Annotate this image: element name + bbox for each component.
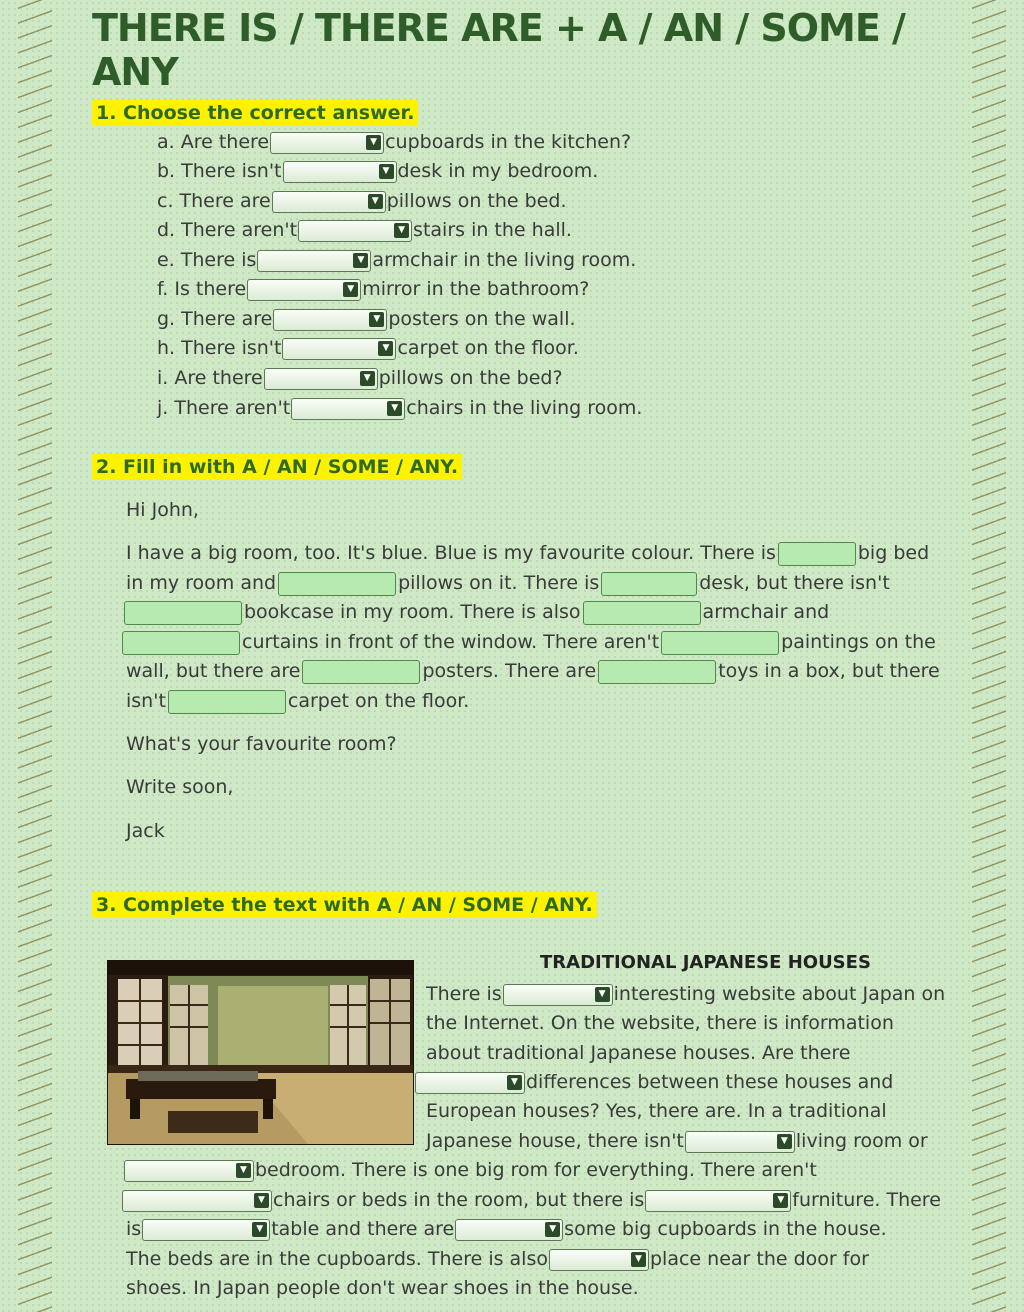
dropdown-arrow-icon: ▼ [379, 164, 394, 179]
dropdown-arrow-icon: ▼ [545, 1222, 560, 1237]
article-line-5: European houses? Yes, there are. In a traditional [426, 1100, 887, 1122]
section1-heading: 1. Choose the correct answer. [92, 100, 418, 126]
letter-line-6: isn't carpet on the floor. [126, 690, 470, 712]
answer-select-a[interactable] [270, 132, 384, 154]
decorative-border-left [18, 0, 52, 1312]
article-line-9: is ▼ table and there are ▼ some big cupboards in the house. [126, 1218, 887, 1240]
dropdown-arrow-icon: ▼ [353, 253, 368, 268]
dropdown-arrow-icon: ▼ [368, 194, 383, 209]
article-line-10: The beds are in the cupboards. There is also ▼ place near the door for [126, 1248, 869, 1270]
section3-heading: 3. Complete the text with A / AN / SOME / ANY. [92, 892, 597, 918]
letter-question: What's your favourite room? [126, 733, 397, 755]
article-select-8[interactable] [455, 1219, 563, 1241]
article-title: TRADITIONAL JAPANESE HOUSES [540, 952, 871, 973]
fill-input-10[interactable] [168, 690, 286, 714]
answer-select-d[interactable] [298, 220, 412, 242]
item-b: b. There isn't ▼ desk in my bedroom. [157, 160, 599, 182]
dropdown-arrow-icon: ▼ [236, 1163, 251, 1178]
letter-line-1: I have a big room, too. It's blue. Blue is my favourite colour. There is big bed [126, 542, 930, 564]
fill-input-2[interactable] [278, 572, 396, 596]
item-g: g. There are ▼ posters on the wall. [157, 308, 576, 330]
answer-select-e[interactable] [257, 250, 371, 272]
japanese-house-illustration [108, 961, 413, 1144]
article-select-7[interactable] [142, 1219, 270, 1241]
article-line-7: ▼ bedroom. There is one big rom for everything. There aren't [123, 1157, 817, 1183]
answer-select-c[interactable] [272, 191, 386, 213]
letter-closing: Write soon, [126, 776, 234, 798]
dropdown-arrow-icon: ▼ [777, 1134, 792, 1149]
fill-input-3[interactable] [601, 572, 697, 596]
section2-heading: 2. Fill in with A / AN / SOME / ANY. [92, 454, 462, 480]
letter-signature: Jack [126, 820, 165, 842]
article-line-1: There is ▼ interesting website about Japan on [426, 983, 946, 1005]
dropdown-arrow-icon: ▼ [773, 1193, 788, 1208]
item-j: j. There aren't ▼ chairs in the living room. [157, 397, 643, 419]
dropdown-arrow-icon: ▼ [394, 223, 409, 238]
fill-input-9[interactable] [598, 660, 716, 684]
letter-line-2: in my room and pillows on it. There is desk, but there isn't [126, 572, 890, 594]
dropdown-arrow-icon: ▼ [507, 1075, 522, 1090]
item-i: i. Are there ▼ pillows on the bed? [157, 367, 563, 389]
article-select-4[interactable] [124, 1160, 254, 1182]
japanese-house-photo [107, 960, 414, 1145]
worksheet-title: THERE IS / THERE ARE + A / AN / SOME / ANY [92, 6, 905, 94]
fill-input-7[interactable] [661, 631, 779, 655]
article-select-1[interactable] [503, 984, 613, 1006]
fill-input-5[interactable] [583, 601, 701, 625]
article-line-11: shoes. In Japan people don't wear shoes in the house. [126, 1277, 639, 1299]
fill-input-4[interactable] [124, 601, 242, 625]
answer-select-h[interactable] [282, 338, 396, 360]
article-select-5[interactable] [122, 1190, 272, 1212]
item-e: e. There is ▼ armchair in the living room. [157, 249, 637, 271]
answer-select-b[interactable] [283, 161, 397, 183]
dropdown-arrow-icon: ▼ [387, 401, 402, 416]
fill-input-1[interactable] [778, 542, 856, 566]
item-f: f. Is there ▼ mirror in the bathroom? [157, 278, 590, 300]
dropdown-arrow-icon: ▼ [343, 282, 358, 297]
letter-line-3: bookcase in my room. There is also armchair and [122, 599, 829, 625]
dropdown-arrow-icon: ▼ [360, 371, 375, 386]
dropdown-arrow-icon: ▼ [378, 341, 393, 356]
dropdown-arrow-icon: ▼ [595, 987, 610, 1002]
answer-select-j[interactable] [291, 398, 405, 420]
item-c: c. There are ▼ pillows on the bed. [157, 190, 567, 212]
article-line-4: ▼ differences between these houses and [414, 1069, 893, 1095]
letter-line-4: curtains in front of the window. There aren't paintings on the [120, 629, 936, 655]
article-select-6[interactable] [645, 1190, 791, 1212]
letter-line-5: wall, but there are posters. There are toys in a box, but there [126, 660, 940, 682]
dropdown-arrow-icon: ▼ [369, 312, 384, 327]
article-select-3[interactable] [685, 1131, 795, 1153]
answer-select-g[interactable] [273, 309, 387, 331]
decorative-border-right [972, 0, 1006, 1312]
answer-select-i[interactable] [264, 368, 378, 390]
letter-greeting: Hi John, [126, 499, 199, 521]
dropdown-arrow-icon: ▼ [631, 1252, 646, 1267]
item-h: h. There isn't ▼ carpet on the floor. [157, 337, 579, 359]
article-line-2: the Internet. On the website, there is information [426, 1012, 894, 1034]
dropdown-arrow-icon: ▼ [252, 1222, 267, 1237]
item-d: d. There aren't ▼ stairs in the hall. [157, 219, 572, 241]
article-line-6: Japanese house, there isn't ▼ living room or [426, 1130, 928, 1152]
dropdown-arrow-icon: ▼ [366, 135, 381, 150]
article-select-9[interactable] [549, 1249, 649, 1271]
article-select-2[interactable] [415, 1072, 525, 1094]
dropdown-arrow-icon: ▼ [254, 1193, 269, 1208]
fill-input-6[interactable] [122, 631, 240, 655]
answer-select-f[interactable] [247, 279, 361, 301]
article-line-8: ▼ chairs or beds in the room, but there is ▼ furniture. There [121, 1187, 941, 1213]
item-a: a. Are there ▼ cupboards in the kitchen? [157, 131, 632, 153]
fill-input-8[interactable] [302, 660, 420, 684]
article-line-3: about traditional Japanese houses. Are there [426, 1042, 851, 1064]
